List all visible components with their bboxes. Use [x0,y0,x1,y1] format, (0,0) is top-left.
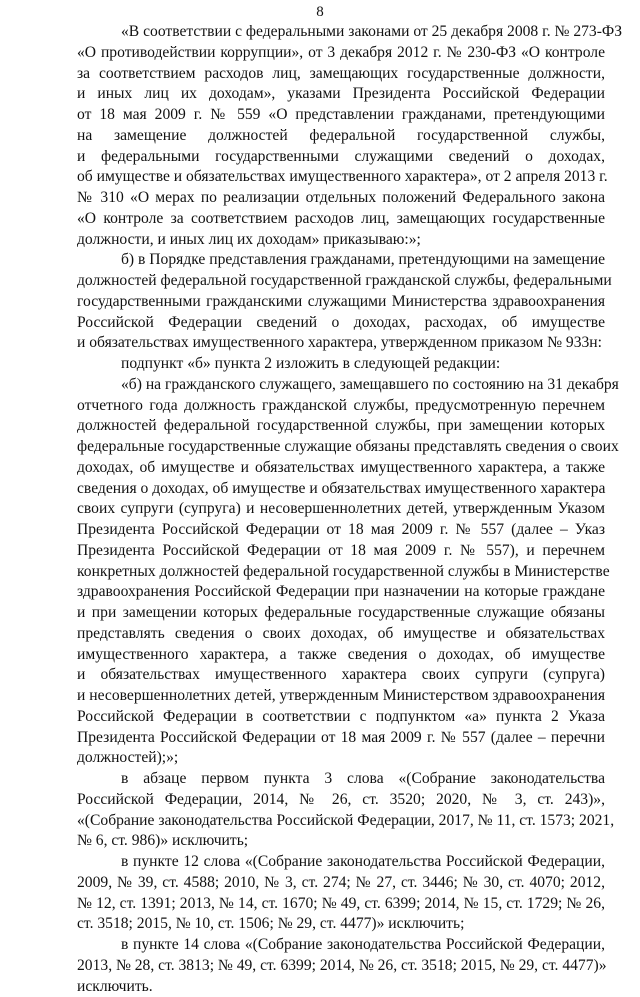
text-line: в абзаце первом пункта 3 слова «(Собрание законодательства [77,769,605,790]
text-line: об имуществе и обязательствах имущественного характера», от 2 апреля 2013 г. [77,167,605,188]
text-line: здравоохранения Российской Федерации при назначении на которые граждане [77,582,605,603]
document-body [77,22,605,997]
text-line: должности, и иных лиц их доходам» приказываю:»; [77,230,605,251]
text-line: представлять сведения о своих доходах, об имуществе и обязательствах [77,624,605,645]
text-line: Российской Федерации в соответствии с подпунктом «а» пункта 2 Указа [77,707,605,728]
text-line: государственными гражданскими служащими Министерства здравоохранения [77,292,605,313]
text-line: Президента Российской Федерации от 18 мая 2009 г. № 557 (далее – перечни [77,728,605,749]
text-line: федеральные государственные служащие обязаны представлять сведения о своих [77,437,605,458]
text-line: № 310 «О мерах по реализации отдельных положений Федерального закона [77,188,605,209]
text-line: и иных лиц их доходам», указами Президента Российской Федерации [77,84,605,105]
text-line: исключить. [77,977,605,997]
text-line: Президента Российской Федерации от 18 мая 2009 г. № 557), и перечнем [77,541,605,562]
text-line: конкретных должностей федеральной государственной службы в Министерстве [77,562,605,583]
text-line: Российской Федерации сведений о доходах, расходах, об имуществе [77,313,605,334]
text-line: «(Собрание законодательства Российской Федерации, 2017, № 11, ст. 1573; 2021, [77,811,605,832]
text-line: подпункт «б» пункта 2 изложить в следующей редакции: [77,354,605,375]
text-line: и несовершеннолетних детей, утвержденным Министерством здравоохранения [77,686,605,707]
text-line: б) в Порядке представления гражданами, претендующими на замещение [77,250,605,271]
text-line: должностей федеральной государственной службы, при замещении которых [77,416,605,437]
text-line: «О противодействии коррупции», от 3 декабря 2012 г. № 230-ФЗ «О контроле [77,43,605,64]
text-line: отчетного года должность гражданской службы, предусмотренную перечнем [77,396,605,417]
text-line: от 18 мая 2009 г. № 559 «О представлении гражданами, претендующими [77,105,605,126]
text-line: № 12, ст. 1391; 2013, № 14, ст. 1670; № 49, ст. 6399; 2014, № 15, ст. 1729; № 26, [77,894,605,915]
text-line: в пункте 14 слова «(Собрание законодательства Российской Федерации, [77,935,605,956]
text-line: «б) на гражданского служащего, замещавшего по состоянию на 31 декабря [77,375,605,396]
text-line: ст. 3518; 2015, № 10, ст. 1506; № 29, ст. 4477)» исключить; [77,914,605,935]
text-line: в пункте 12 слова «(Собрание законодательства Российской Федерации, [77,852,605,873]
text-line: Президента Российской Федерации от 18 мая 2009 г. № 557 (далее – Указ [77,520,605,541]
text-line: сведения о доходах, об имуществе и обязательствах имущественного характера [77,479,605,500]
text-line: имущественного характера, а также сведения о доходах, об имуществе [77,645,605,666]
text-line: 2009, № 39, ст. 4588; 2010, № 3, ст. 274; № 27, ст. 3446; № 30, ст. 4070; 2012, [77,873,605,894]
text-line: «О контроле за соответствием расходов лиц, замещающих государственные [77,209,605,230]
page-number: 8 [0,3,640,21]
text-line: № 6, ст. 986)» исключить; [77,831,605,852]
text-line: и обязательствах имущественного характера своих супруги (супруга) [77,665,605,686]
text-line: должностей федеральной государственной гражданской службы, федеральными [77,271,605,292]
text-line: «В соответствии с федеральными законами от 25 декабря 2008 г. № 273-ФЗ [77,22,605,43]
text-line: своих супруги (супруга) и несовершеннолетних детей, утвержденным Указом [77,499,605,520]
text-line: и федеральными государственными служащими сведений о доходах, [77,147,605,168]
text-line: должностей);»; [77,748,605,769]
text-line: 2013, № 28, ст. 3813; № 49, ст. 6399; 2014, № 26, ст. 3518; 2015, № 29, ст. 4477)» [77,956,605,977]
text-line: за соответствием расходов лиц, замещающих государственные должности, [77,64,605,85]
text-line: на замещение должностей федеральной государственной службы, [77,126,605,147]
text-line: доходах, об имуществе и обязательствах имущественного характера, а также [77,458,605,479]
text-line: и обязательствах имущественного характера, утвержденном приказом № 933н: [77,333,605,354]
text-line: и при замещении которых федеральные государственные служащие обязаны [77,603,605,624]
text-line: Российской Федерации, 2014, № 26, ст. 3520; 2020, № 3, ст. 243)», [77,790,605,811]
